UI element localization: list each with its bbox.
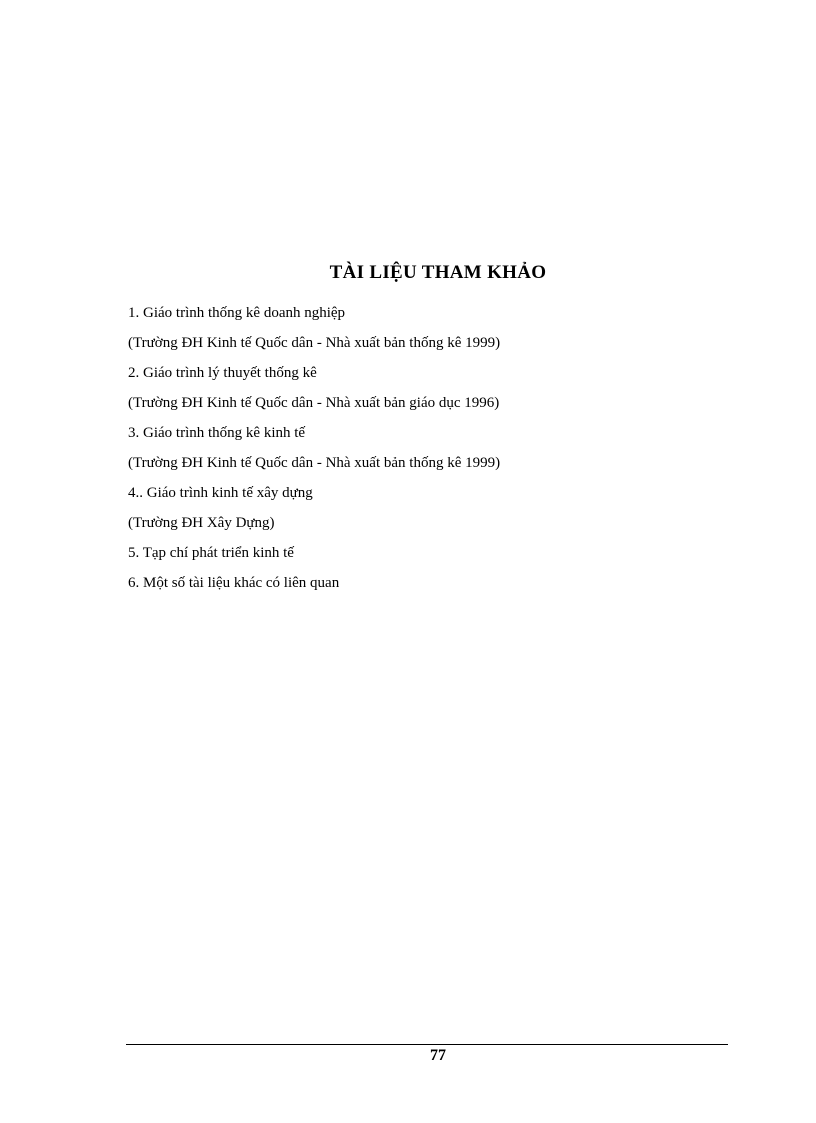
reference-line: 2. Giáo trình lý thuyết thống kê — [128, 365, 317, 381]
reference-line: 1. Giáo trình thống kê doanh nghiệp — [128, 305, 346, 321]
page-title: TÀI LIỆU THAM KHẢO — [329, 262, 547, 283]
reference-line: 5. Tạp chí phát triển kinh tế — [128, 545, 294, 561]
reference-line: 6. Một số tài liệu khác có liên quan — [128, 575, 340, 591]
reference-line: 4.. Giáo trình kinh tế xây dựng — [128, 485, 313, 501]
reference-list — [128, 298, 728, 598]
reference-line: (Trường ĐH Kinh tế Quốc dân - Nhà xuất bản thống kê 1999) — [128, 335, 501, 351]
page-number: 77 — [430, 1047, 446, 1064]
footer-rule — [126, 1044, 728, 1045]
reference-line: (Trường ĐH Kinh tế Quốc dân - Nhà xuất bản thống kê 1999) — [128, 455, 501, 471]
reference-line: (Trường ĐH Xây Dựng) — [128, 515, 275, 531]
reference-line: 3. Giáo trình thống kê kinh tế — [128, 425, 306, 441]
reference-line: (Trường ĐH Kinh tế Quốc dân - Nhà xuất bản giáo dục 1996) — [128, 395, 500, 411]
